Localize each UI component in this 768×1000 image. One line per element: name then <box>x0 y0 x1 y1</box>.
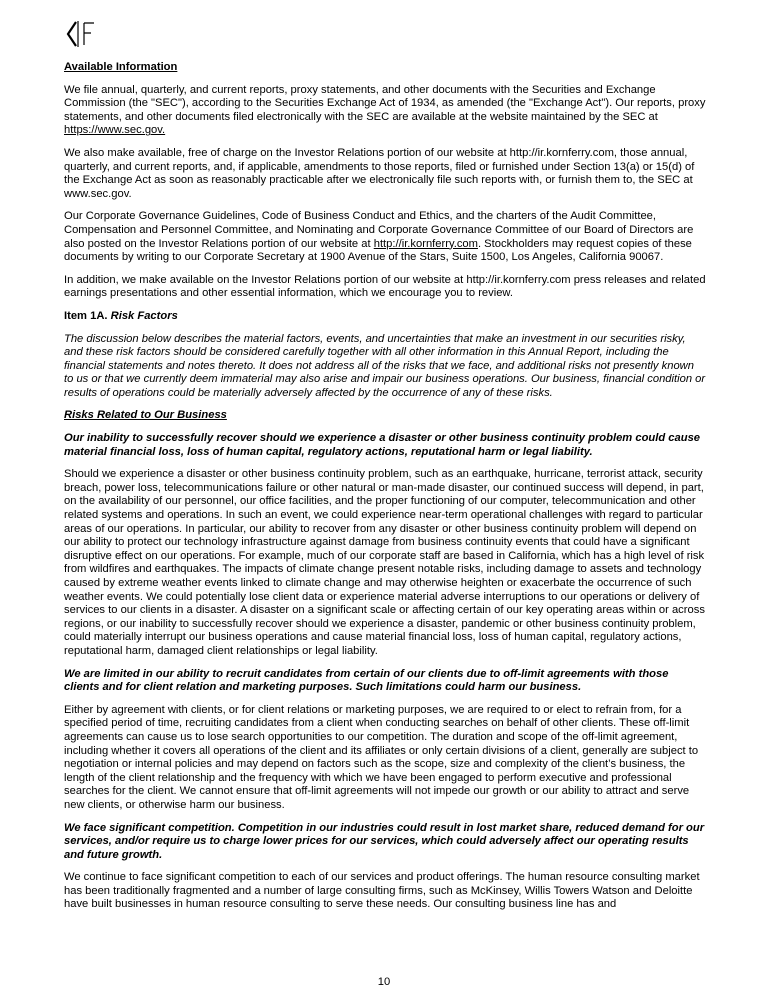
item-number: Item 1A. <box>64 309 111 322</box>
risk1-heading: Our inability to successfully recover should we experience a disaster or other business continuity problem could cause material financial loss, loss of human capital, regulatory actions, reputational harm or legal liability. <box>64 432 701 458</box>
paragraph-press-releases: In addition, we make available on the Investor Relations portion of our website at http://ir.kornferry.com press releases and related earnings presentations and other essential information, which we encourage you to review. <box>64 273 706 300</box>
korn-ferry-logo <box>64 18 100 50</box>
risk-factors-intro: The discussion below describes the material factors, events, and uncertainties that make an investment in our securities risky, and these risk factors should be considered carefully together with all other information in this Annual Report, including the financial statements and notes thereto. It does not address all of the risks that we face, and additional risks not presently known to us or that we currently deem immaterial may also arise and impair our business operations. Our business, financial condition or results of operations could be materially adversely affected by the occurrence of any of these risks. <box>64 332 706 399</box>
paragraph-sec-filings <box>64 84 706 138</box>
item-title: Risk Factors <box>110 309 178 322</box>
korn-ferry-logo-icon <box>64 18 100 50</box>
available-information-heading: Available Information <box>64 61 178 73</box>
document-body <box>64 61 706 921</box>
paragraph-investor-relations: We also make available, free of charge on the Investor Relations portion of our website at http://ir.kornferry.com, those annual, quarterly, and current reports, and, if applicable, amendments to those reports, filed or furnished under Section 13(a) or 15(d) of the Exchange Act as soon as reasonably practicable after we electronically file such reports with, or furnish them to, the SEC at www.sec.gov. <box>64 146 695 200</box>
risk2-heading: We are limited in our ability to recruit candidates from certain of our clients due to off-limit agreements with those clients and for client relation and marketing purposes. Such limitations could harm our business. <box>64 667 669 694</box>
risk1-body: Should we experience a disaster or other business continuity problem, such as an earthquake, hurricane, terrorist attack, security breach, power loss, telecommunications failure or other natural or man-made disaster, our continued success will depend, in part, on the availability of our personnel, our office facilities, and the proper functioning of our computer, telecommunication and other related systems and operations. In such an event, we could experience near-term operational challenges with regard to particular areas of our operations. In particular, our ability to recover from any disaster or other business continuity problem will depend on our ability to protect our technology infrastructure against damage from business continuity events that could have a significant disruptive effect on our operations. For example, much of our corporate staff are based in California, which has a high level of risk from wildfires and earthquakes. The impacts of climate change present notable risks, including damage to assets and technology caused by extreme weather events linked to climate change and may otherwise heighten or exacerbate the occurrence of such weather events. We could potentially lose client data or experience material adverse interruptions to our operations or delivery of services to our clients in a disaster. A disaster on a significant scale or affecting certain of our key operating areas within or across regions, or our inability to successfully recover should we experience a disaster, pandemic or other business continuity problem, could materially interrupt our business operations and cause material financial loss, loss of human capital, regulatory actions, reputational harm, damaged client relationships or legal liability. <box>64 468 705 657</box>
paragraph-governance-text-b: . Stockholders may request copies of these documents by writing to our Corporate Secretary at 1900 Avenue of the Stars, Suite 1500, Los Angeles, California 90067. <box>64 237 692 264</box>
risks-business-heading: Risks Related to Our Business <box>64 409 227 422</box>
paragraph-governance-text-a: Our Corporate Governance Guidelines, Code of Business Conduct and Ethics, and the charters of the Audit Committee, Compensation and Personnel Committee, and Nominating and Corporate Governance Committee of our Board of Directors are also posted on the Investor Relations portion of our website at <box>64 210 694 250</box>
investor-relations-link[interactable]: http://ir.kornferry.com <box>373 237 478 250</box>
risk3-body: We continue to face significant competition to each of our services and product offerings. The human resource consulting market has been traditionally fragmented and a number of large consulting firms, such as McKinsey, Willis Towers Watson and Deloitte have built businesses in human resource consulting to serve these needs. Our consulting business line has and <box>64 871 700 911</box>
sec-website-link[interactable]: https://www.sec.gov. <box>64 124 166 137</box>
risk2-body: Either by agreement with clients, or for client relations or marketing purposes, we are required to or elect to refrain from, for a specified period of time, recruiting candidates from a client when conducting searches on behalf of other clients. These off-limit agreements can cause us to lose search opportunities to our competition. The duration and scope of the off-limit agreement, including whether it covers all operations of the client and its affiliates or only certain divisions of a client, generally are subject to negotiation or internal policies and may depend on factors such as the scope, size and complexity of the client’s business, the length of the client relationship and the frequency with which we have been engaged to perform executive and professional searches for the client. We cannot ensure that off-limit agreements will not impede our growth or our ability to attract and serve new clients, or otherwise harm our business. <box>64 703 699 811</box>
paragraph-sec-filings-text: We file annual, quarterly, and current reports, proxy statements, and other documents with the Securities and Exchange Commission (the "SEC"), according to the Securities Exchange Act of 1934, as amended (the "Exchange Act"). Our reports, proxy statements, and other documents filed electronically with the SEC are available at the website maintained by the SEC at <box>64 83 706 123</box>
risk3-heading: We face significant competition. Competition in our industries could result in lost market share, reduced demand for our services, and/or require us to charge lower prices for our services, which could adversely affect our operating results and future growth. <box>64 821 705 861</box>
page-number: 10 <box>377 976 391 988</box>
paragraph-governance <box>64 210 706 264</box>
item-1a-heading <box>64 310 706 324</box>
